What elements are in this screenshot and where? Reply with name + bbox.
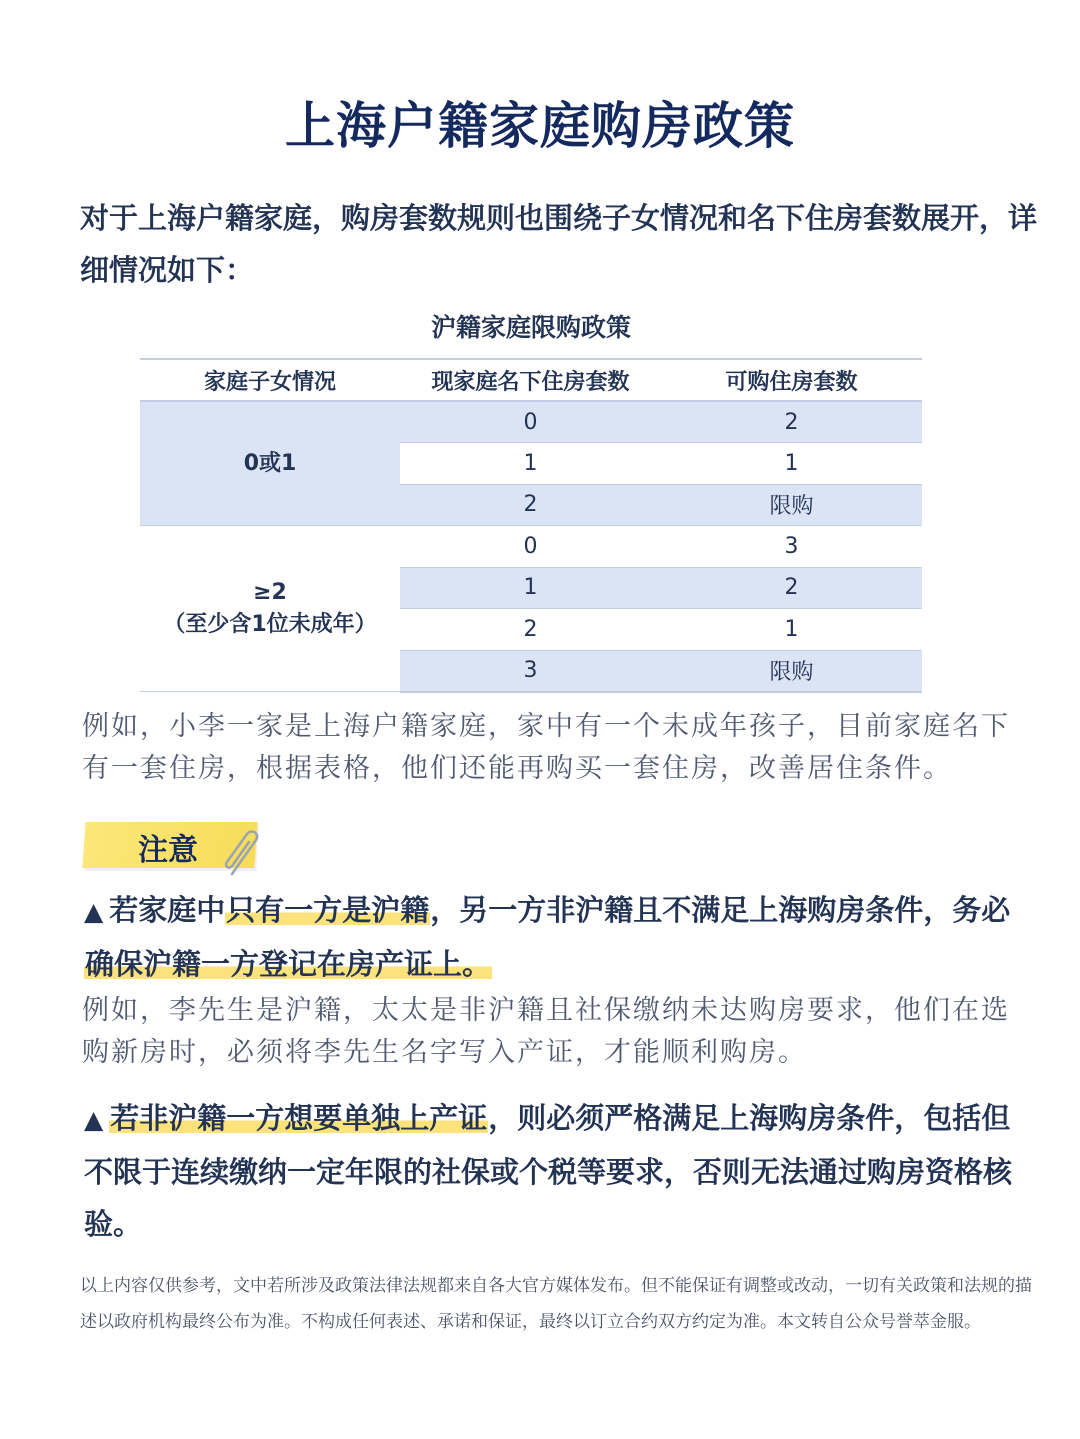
paperclip-icon — [218, 828, 268, 880]
table-row — [140, 401, 922, 443]
owned-cell: 0 — [400, 526, 661, 568]
point1-text-2: ，另一方非沪籍且不满足上海购房条件，务必 — [430, 893, 1011, 927]
owned-cell: 3 — [400, 650, 661, 692]
example-paragraph-2: 例如，李先生是沪籍，太太是非沪籍且社保缴纳未达购房要求，他们在选购新房时，必须将李先生名字写入产证，才能顺利购房。 — [82, 995, 1010, 1068]
point2-highlight-1: 若非沪籍一方想要单独上产证 — [110, 1101, 488, 1135]
group2-line2: （至少含1位未成年） — [163, 611, 377, 637]
table-title: 沪籍家庭限购政策 — [430, 313, 631, 342]
owned-cell: 0 — [400, 401, 661, 443]
table-header-row — [140, 359, 922, 401]
allowed-cell: 1 — [661, 609, 922, 651]
policy-table — [140, 358, 922, 693]
page-title: 上海户籍家庭购房政策 — [285, 97, 795, 155]
point2-text-1: ，则必须严格满足上海购房条件，包括但不限于连续缴纳一定年限的社保或个税等要求，否则无法通过购房资格核验。 — [84, 1101, 1013, 1241]
point1-highlight-1: 只有一方是沪籍 — [226, 893, 430, 927]
header-owned: 现家庭名下住房套数 — [400, 359, 661, 401]
allowed-cell: 限购 — [661, 484, 922, 526]
triangle-icon: ▲ — [84, 897, 104, 926]
point1-text-1: 若家庭中 — [109, 893, 226, 927]
allowed-cell: 2 — [661, 567, 922, 609]
allowed-cell: 限购 — [661, 650, 922, 692]
triangle-icon: ▲ — [84, 1105, 104, 1134]
note-label: 注意 — [138, 833, 198, 868]
group-label-0-or-1: 0或1 — [140, 401, 400, 526]
allowed-cell: 2 — [661, 401, 922, 443]
intro-paragraph: 对于上海户籍家庭，购房套数规则也围绕子女情况和名下住房套数展开，详细情况如下： — [80, 201, 1038, 287]
owned-cell: 2 — [400, 609, 661, 651]
note-point-2 — [84, 1092, 1039, 1250]
table-row — [140, 526, 922, 568]
group2-line1: ≥2 — [253, 579, 287, 605]
header-allowed: 可购住房套数 — [661, 359, 922, 401]
allowed-cell: 1 — [661, 443, 922, 485]
owned-cell: 1 — [400, 567, 661, 609]
group-label-2-plus — [140, 526, 400, 692]
note-point-1 — [84, 884, 1039, 990]
header-children: 家庭子女情况 — [140, 359, 400, 401]
point1-highlight-2: 确保沪籍一方登记在房产证上。 — [85, 947, 492, 981]
owned-cell: 2 — [400, 484, 661, 526]
disclaimer: 以上内容仅供参考，文中若所涉及政策法律法规都来自各大官方媒体发布。但不能保证有调整或改动，一切有关政策和法规的描述以政府机构最终公布为准。不构成任何表述、承诺和保证，最终以订立合约双方约定为准。本文转自公众号誉萃金服。 — [80, 1276, 1032, 1332]
example-paragraph-1: 例如，小李一家是上海户籍家庭，家中有一个未成年孩子，目前家庭名下有一套住房，根据表格，他们还能再购买一套住房，改善居住条件。 — [82, 711, 1010, 784]
allowed-cell: 3 — [661, 526, 922, 568]
owned-cell: 1 — [400, 443, 661, 485]
